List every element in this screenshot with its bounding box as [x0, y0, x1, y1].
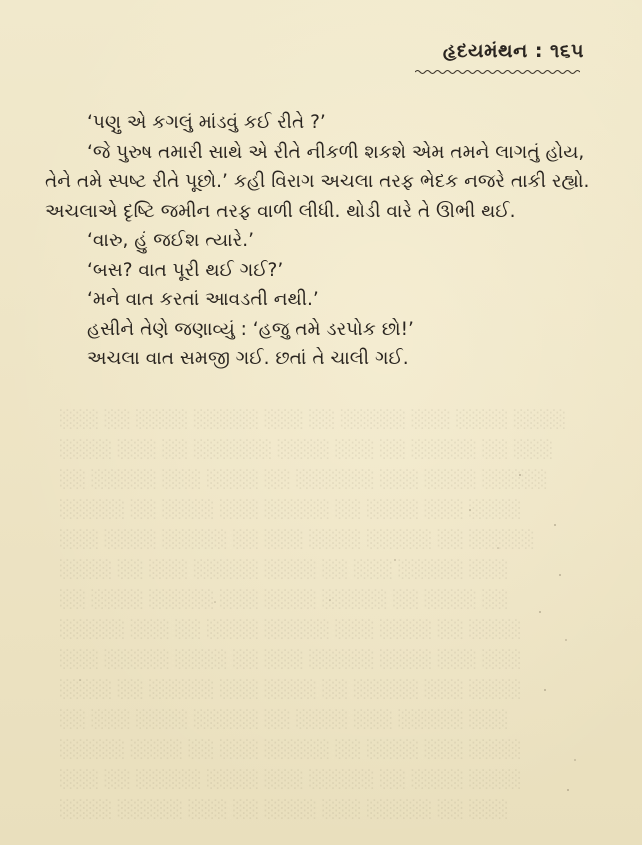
paragraph: ‘પણુ એ કગલું માંડવું કઈ રીતે ?’ — [87, 112, 326, 133]
paragraph: ‘મને વાત કરતાં આવડતી નથી.’ — [87, 289, 319, 310]
paragraph: ‘બસ? વાત પૂરી થઈ ગઈ?’ — [87, 259, 284, 281]
show-through-texture: ░░░ ░░ ░░░░ ░░░░░ ░░░ ░░ ░░░░░ ░░░ ░░░░ ░░░░ ░░░░ ░░░ ░░ ░░░░░░ ░░░░ ░░░ ░░ ░░░░░ ░░ ░░░ ░░ ░░░░░ ░░░ ░░░░ ░░ ░░░░░░ ░░░ ░░░░ ░░░░░ ░░░░░ ░░ ░░░░ ░░░ ░░░░░ ░░ ░░░░ ░░░ ░░░░ ░░░ ░░░░ ░░░░░ ░░ ░░░ ░░░░ ░░░░░ ░░ ░░░░░ ░░░░ ░░ ░░░ ░░░░░ ░░░░ ░░ ░░░ ░░░░░ ░░░ ░░ ░░░░ ░░░░░ ░░░ ░░░░ ░░░░░ ░░ ░░░░ ░░ ░░░░░ ░░░ ░░ ░░░░ ░░░░░ ░░░ ░░░░ ░░ ░░░░ ░░░ ░░░░░ ░░░░ ░░ ░░░ ░░░░░ ░░░░ ░░░ ░░░ ░░░░ ░░ ░░░░░ ░░░ ░░░░ ░░ ░░░░░ ░░░ ░░░░ ░░ ░░░ ░░░░ ░░░░░ ░░ ░░░░ ░░░ ░░░░░ ░░░ ░░░░░ ░░░░ ░░ ░░░ ░░░░░ ░░ ░░░░ ░░░ ░░░░ ░░░ ░░ ░░░░░ ░░░░ ░░░ ░░░░░ ░░ ░░░░ ░░░░ ░░░░ ░░░░░ ░░░ ░░ ░░░░ ░░░ ░░░░░ ░░ ░░░ — [60, 410, 567, 820]
paragraph: ‘વારુ, હું જઈશ ત્યારે.’ — [87, 230, 254, 251]
running-header: હૃદયમંથન : ૧૬૫ — [442, 40, 584, 62]
paragraph: ‘જે પુરુષ તમારી સાથે એ રીતે નીકળી શકશે એમ તમને લાગતું હોય, તેને તમે સ્પષ્ટ રીતે પૂછો.’ કહી વિરાગ અચલા તરફ ભેદક નજરે તાકી રહ્યો. અચલાએ દૃષ્ટિ જમીન તરફ વાળી લીધી. થોડી વારે તે ઊભી થઈ. — [45, 141, 590, 222]
paragraph: અચલા વાત સમજી ગઈ. છતાં તે ચાલી ગઈ. — [87, 348, 409, 369]
paragraph: હસીને તેણે જણાવ્યું : ‘હજુ તમે ડરપોક છો!’ — [87, 318, 414, 340]
